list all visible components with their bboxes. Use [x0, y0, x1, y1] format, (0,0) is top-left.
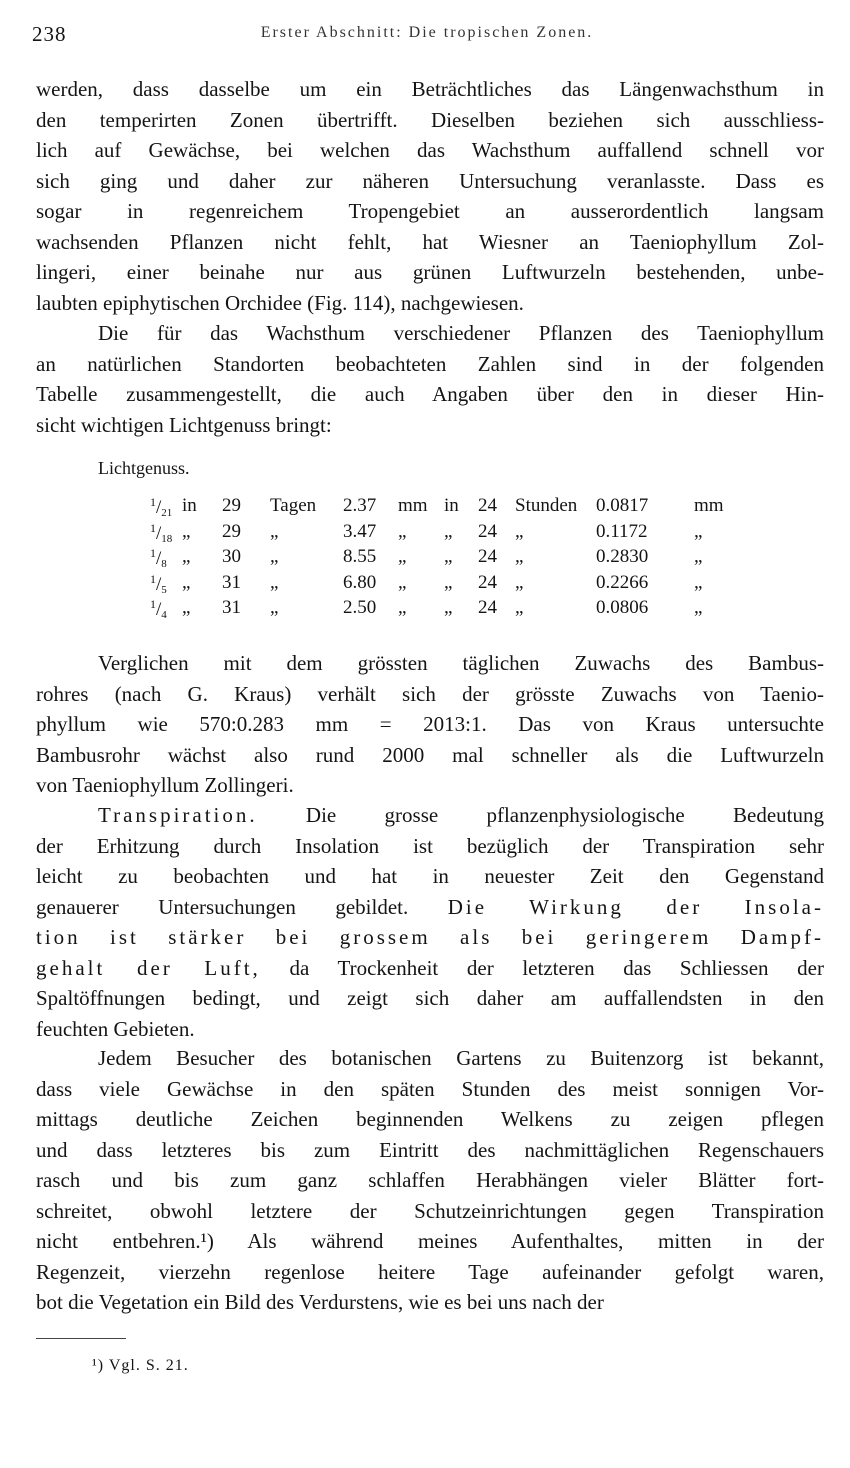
table-cell-in2: „ [444, 546, 453, 567]
text-line: rohres (nach G. Kraus) verhält sich der grösste Zuwachs von Taenio- [36, 681, 824, 706]
table-cell-unit2: „ [694, 546, 703, 567]
text-run: genauerer Untersuchungen gebildet. [36, 894, 448, 919]
table-cell-rate: 0.2830 [596, 546, 649, 567]
fraction-slash: / [156, 599, 162, 620]
fraction-denominator: 18 [161, 532, 173, 545]
text-line: sogar in regenreichem Tropengebiet an ausserordentlich langsam [36, 199, 824, 223]
text-line [36, 922, 824, 952]
table-caption: Lichtgenuss. [98, 458, 190, 478]
text-line [36, 892, 824, 922]
text-line [36, 831, 824, 861]
fraction-slash: / [156, 522, 162, 544]
table-cell-hours-label: „ [515, 520, 524, 542]
table-cell-unit1: mm [398, 495, 428, 516]
text-line: laubten epiphytischen Orchidee (Fig. 114), nachgewiesen. [36, 290, 524, 315]
table-cell-growth: 3.47 [343, 520, 377, 542]
table-cell-in: „ [182, 571, 191, 593]
table-cell-in2: in [444, 495, 459, 516]
text-line: von Taeniophyllum Zollingeri. [36, 773, 294, 797]
text-line: nicht entbehren.¹) Als während meines Aufenthaltes, mitten in der [36, 1229, 824, 1253]
table-cell-hours: 24 [478, 597, 497, 618]
fraction-slash: / [156, 497, 162, 518]
table-cell-days: 31 [222, 571, 241, 593]
fraction-denominator: 4 [161, 609, 167, 621]
table-cell-unit1: „ [398, 597, 407, 618]
table-cell-rate: 0.1172 [596, 520, 648, 542]
table-cell-hours: 24 [478, 571, 497, 593]
light-fraction [150, 495, 172, 519]
table-cell-in: „ [182, 520, 191, 542]
table-cell-days: 29 [222, 495, 241, 516]
table-cell-unit2: „ [694, 571, 703, 593]
table-cell-unit1: „ [398, 546, 407, 567]
fraction-numerator: 1 [150, 597, 156, 611]
fraction-denominator: 21 [161, 507, 173, 519]
text-line: Bambusrohr wächst also rund 2000 mal schneller als die Luftwurzeln [36, 742, 824, 767]
light-fraction [150, 572, 167, 596]
table-cell-unit2: „ [694, 520, 703, 542]
text-line: und dass letzteres bis zum Eintritt des nachmittäglichen Regenschauers [36, 1137, 824, 1162]
table-cell-days: 31 [222, 597, 241, 618]
footnote: ¹) Vgl. S. 21. [92, 1357, 189, 1374]
table-cell-hours-label: „ [515, 597, 524, 618]
table-cell-unit2: mm [694, 495, 724, 516]
fraction-numerator: 1 [150, 495, 156, 509]
table-row [150, 521, 770, 547]
table-cell-days-label: „ [270, 597, 279, 618]
table-cell-days: 29 [222, 520, 241, 542]
table-cell-in2: „ [444, 520, 453, 542]
text-line [36, 861, 824, 891]
table-cell-hours: 24 [478, 546, 497, 567]
text-line: dass viele Gewächse in den späten Stunden des meist sonnigen Vor- [36, 1076, 824, 1101]
table-cell-growth: 6.80 [343, 571, 377, 593]
text-line: Jedem Besucher des botanischen Gartens zu Buitenzorg ist bekannt, [98, 1046, 824, 1070]
fraction-denominator: 8 [161, 558, 167, 570]
text-line: sich ging und daher zur näheren Untersuchung veranlasste. Dass es [36, 168, 824, 193]
table-cell-hours-label: „ [515, 546, 524, 567]
spaced-text: Transpiration. [98, 803, 258, 827]
light-fraction [150, 521, 172, 545]
text-run: Spaltöffnungen bedingt, und zeigt sich daher am auffallendsten in den [36, 986, 824, 1010]
fraction-slash: / [156, 573, 162, 595]
text-line: bot die Vegetation ein Bild des Verdurstens, wie es bei uns nach der [36, 1290, 604, 1314]
text-line [36, 1014, 824, 1044]
fraction-denominator: 5 [161, 583, 167, 596]
table-cell-growth: 2.50 [343, 597, 377, 618]
spaced-text: gehalt der Luft, [36, 955, 261, 980]
text-line: mittags deutliche Zeichen beginnenden Welkens zu zeigen pflegen [36, 1107, 824, 1131]
spaced-text: tion ist stärker bei grossem als bei geringerem Dampf- [36, 925, 824, 949]
table-cell-days-label: Tagen [270, 495, 317, 516]
text-run: der Erhitzung durch Insolation ist bezüglich der Transpiration sehr [36, 833, 824, 858]
text-line: Regenzeit, vierzehn regenlose heitere Tage aufeinander gefolgt waren, [36, 1259, 824, 1284]
table-cell-hours: 24 [478, 495, 497, 516]
text-run: leicht zu beobachten und hat in neuester Zeit den Gegenstand [36, 864, 824, 888]
text-line: Verglichen mit dem grössten täglichen Zuwachs des Bambus- [98, 651, 824, 675]
footnote-rule [36, 1338, 126, 1339]
text-line: den temperirten Zonen übertrifft. Dieselben beziehen sich ausschliess- [36, 107, 824, 132]
table-cell-unit2: „ [694, 597, 703, 618]
table-cell-days-label: „ [270, 520, 279, 542]
fraction-numerator: 1 [150, 571, 156, 586]
text-line: Tabelle zusammengestellt, die auch Angaben über den in dieser Hin- [36, 382, 824, 406]
table-cell-growth: 8.55 [343, 546, 377, 567]
table-row [150, 572, 770, 598]
table-cell-hours-label: Stunden [515, 495, 578, 516]
table-cell-hours: 24 [478, 520, 497, 542]
table-row [150, 495, 770, 521]
table-cell-unit1: „ [398, 520, 407, 542]
table-cell-growth: 2.37 [343, 495, 377, 516]
table-row [150, 597, 770, 623]
table-cell-days-label: „ [270, 571, 279, 593]
table-cell-hours-label: „ [515, 571, 524, 593]
table-cell-in2: „ [444, 597, 453, 618]
text-line: wachsenden Pflanzen nicht fehlt, hat Wiesner an Taeniophyllum Zol- [36, 229, 824, 254]
text-line: Die für das Wachsthum verschiedener Pflanzen des Taeniophyllum [98, 321, 824, 345]
light-fraction [150, 546, 167, 570]
text-run: Die grosse pflanzenphysiologische Bedeutung [257, 803, 824, 827]
running-title: Erster Abschnitt: Die tropischen Zonen. [260, 24, 594, 41]
text-line: phyllum wie 570:0.283 mm = 2013:1. Das von Kraus untersuchte [36, 712, 824, 736]
table-cell-rate: 0.0817 [596, 495, 649, 516]
text-line: werden, dass dasselbe um ein Beträchtliches das Längenwachsthum in [36, 77, 824, 101]
table-cell-days-label: „ [270, 546, 279, 567]
text-line: lingeri, einer beinahe nur aus grünen Luftwurzeln bestehenden, unbe- [36, 260, 824, 284]
text-line [98, 800, 824, 830]
table-cell-in: „ [182, 546, 191, 567]
text-line: an natürlichen Standorten beobachteten Zahlen sind in der folgenden [36, 351, 824, 376]
text-line [36, 953, 824, 983]
table-cell-unit1: „ [398, 571, 407, 593]
text-line: rasch und bis zum ganz schlaffen Herabhängen vieler Blätter fort- [36, 1168, 824, 1192]
spaced-text: Die Wirkung der Insola- [447, 894, 824, 919]
fraction-numerator: 1 [150, 520, 156, 535]
light-fraction [150, 597, 167, 621]
table-cell-rate: 0.2266 [596, 571, 649, 593]
table-cell-in: „ [182, 597, 191, 618]
table-cell-in2: „ [444, 571, 453, 593]
table-row [150, 546, 770, 572]
text-line: sicht wichtigen Lichtgenuss bringt: [36, 412, 332, 437]
running-head [32, 22, 822, 52]
text-line: schreitet, obwohl letztere der Schutzeinrichtungen gegen Transpiration [36, 1198, 824, 1223]
text-line: lich auf Gewächse, bei welchen das Wachsthum auffallend schnell vor [36, 138, 824, 162]
table-cell-in: in [182, 495, 197, 516]
fraction-numerator: 1 [150, 546, 156, 560]
text-line [36, 983, 824, 1013]
text-run: feuchten Gebieten. [36, 1016, 195, 1041]
fraction-slash: / [156, 548, 162, 569]
text-run: da Trockenheit der letzteren das Schliessen der [260, 955, 824, 980]
table-cell-rate: 0.0806 [596, 597, 649, 618]
table-cell-days: 30 [222, 546, 241, 567]
page-number: 238 [32, 22, 67, 46]
